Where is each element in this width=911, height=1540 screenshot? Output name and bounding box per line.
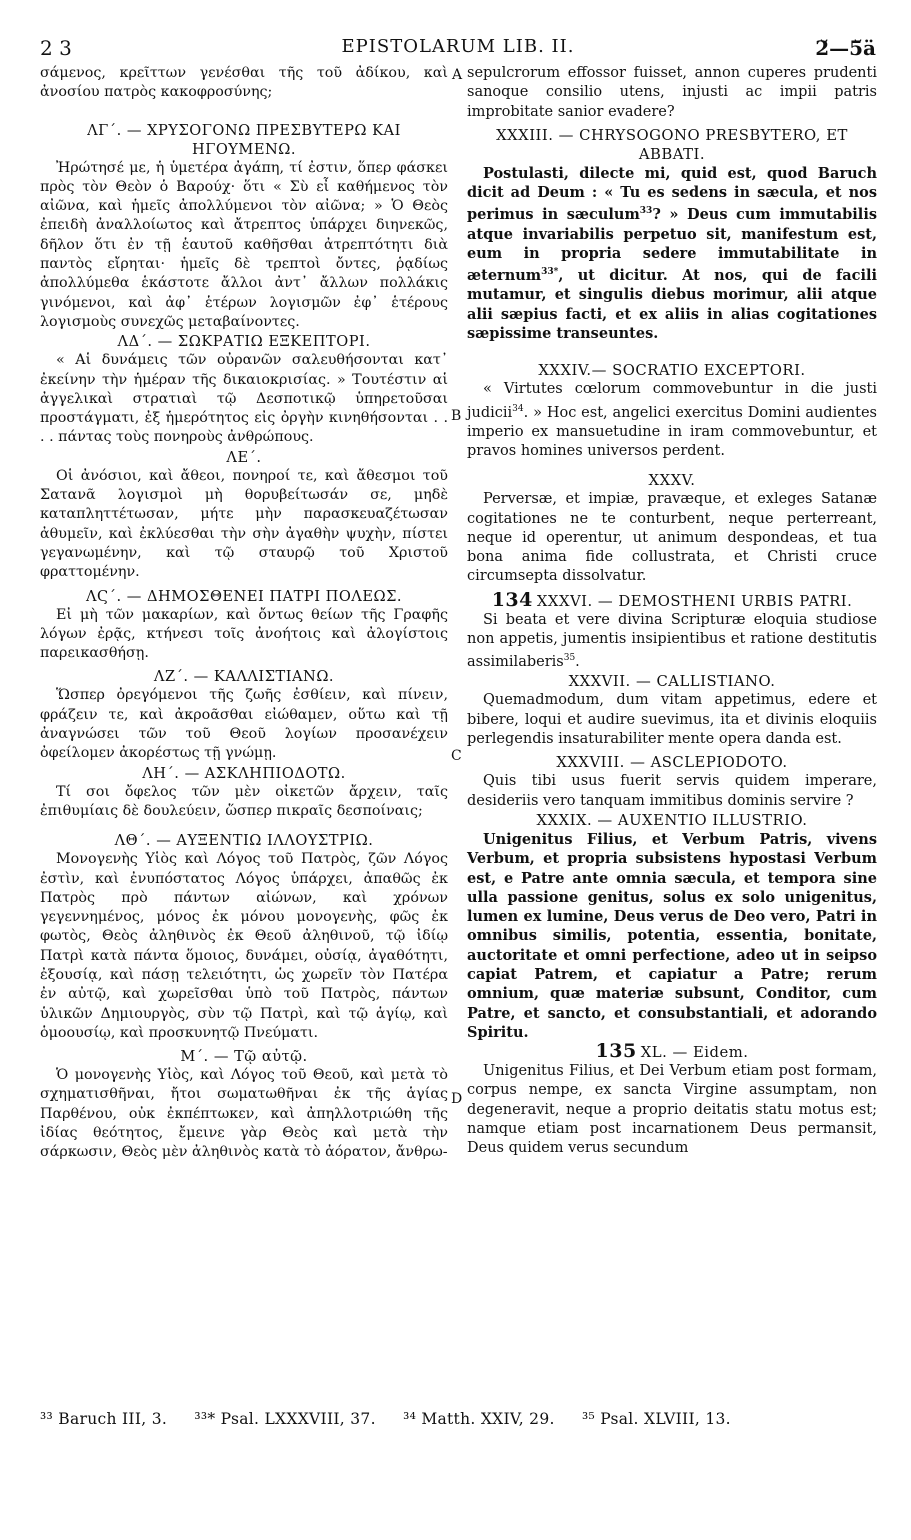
- latin-heading-36: 134 XXXVI. — DEMOSTHENI URBIS PATRI.: [491, 588, 853, 611]
- latin-heading-40: 135 XL. — Eidem.: [595, 1040, 749, 1063]
- latin-letter-39: Unigenitus Filius, et Verbum Patris, vivens Verbum, et propria subsistens hypostasi Verbum est, e Patre ante omnia sæcula, et tempora sine ulla passione genitus, solus ex solo unigenitus, lumen ex lumine, Deus verus de Deo vero, Patri in omnibus similis, potentia, essentia, bonitate, auctoritate et omni perfectione, adeo ut in seipso capiat Patrem, et capiatur a Patre; rerum omnium, quæ materiæ subsunt, Conditor, cum Patre, et sancto, et consubstantiali, et adorando Spiritu.: [467, 830, 877, 1041]
- margin-letter-d: D: [451, 1091, 463, 1107]
- greek-heading-39: ΛΘ΄. — ΑΥΞΕΝΤΙΩ ΙΛΛΟΥΣΤΡΙΩ.: [114, 832, 374, 850]
- latin-letter-34: « Virtutes cœlorum commovebuntur in die justi judicii$^{34}$. » Hoc est, angelici exercitus Domini audientes imperio ex mansuetudine in iram commovebuntur, et pravos homines universos perdent.: [467, 381, 877, 459]
- greek-heading-37: ΛΖ΄. — ΚΑΛΛΙΣΤΙΑΝΩ.: [153, 668, 335, 686]
- running-header: [40, 36, 876, 62]
- latin-heading-33: XXXIII. — CHRYSOGONO PRESBYTERO, ET ABBATI.: [496, 126, 848, 163]
- greek-letter-33: Ἠρώτησέ με, ἡ ὑμετέρα ἀγάπη, τί ἐστιν, ὅπερ φάσκει πρὸς τὸν Θεὸν ὁ Βαρούχ· ὅτι « Σὺ εἶ καθήμενος τὸν αἰῶνα, καὶ ἡμεῖς ἀπολλύμενοι τὸν αἰῶνα; » Ὁ Θεὸς ἐπειδὴ ἀναλλοίωτος καὶ ἄτρεπτος ὑπάρχει διηνεκῶς, δῆλον ὅτι ἐν τῇ ἑαυτοῦ καθῆσθαι ἀτρεπτότητι διὰ παντὸς εἴρηται· ἡμεῖς δὲ τρεπτοὶ ὄντες, ῥᾳδίως ἀπολλύμεθα ἑκάστοτε ἄλλοι ἀντ᾽ ἄλλων πολλάκις γινόμενοι, καὶ ἀφ᾽ ἑτέρων λογισμῶν ἐφ᾽ ἑτέρους λογισμοὺς συνεχῶς μεταβαίνοντες.: [40, 159, 448, 330]
- greek-heading-33: ΛΓ΄. — ΧΡΥΣΟΓΟΝΩ ΠΡΕΣΒΥΤΕΡΩ ΚΑΙ ΗΓΟΥΜΕΝΩ.: [87, 121, 401, 158]
- greek-heading-34: ΛΔ΄. — ΣΩΚΡΑΤΙΩ ΕΞΚΕΠΤΟΡΙ.: [117, 333, 371, 351]
- footnote: ³⁴ Matth. XXIV, 29.: [403, 1410, 555, 1428]
- footnote: ³³* Psal. LXXXVIII, 37.: [194, 1410, 376, 1428]
- left-page-number: 2 3: [40, 36, 72, 60]
- latin-letter-40: Unigenitus Filius, et Dei Verbum etiam post formam, corpus nempe, ex sancta Virgine assumptam, non degeneravit, neque a proprio deitatis statu motus est; namque etiam post incarnationem Deus permansit, Deus quidem verus secundum: [467, 1063, 877, 1157]
- latin-heading-34: XXXIV.— SOCRATIO EXCEPTORI.: [538, 362, 806, 380]
- greek-heading-40: Μ΄. — Τῷ αὐτῷ.: [180, 1048, 308, 1066]
- latin-intro: sepulcrorum effossor fuisset, annon cuperes prudenti sanoque consilio utens, injusti ac impii patris improbitate sanior evadere?: [467, 65, 877, 120]
- margin-letter-a: A: [452, 67, 463, 83]
- column-number-135: 135: [595, 1040, 637, 1063]
- greek-letter-40: Ὁ μονογενὴς Υἱὸς, καὶ Λόγος τοῦ Θεοῦ, καὶ μετὰ τὸ σχηματισθῆναι, ἤτοι σωματωθῆναι ἐκ τῆς ἁγίας Παρθένου, οὐκ ἐκπέπτωκεν, καὶ ἀπηλλοτριώθη τῆς ἰδίας θεότητος, ἔμεινε γὰρ Θεὸς καὶ μετὰ τὴν σάρκωσιν, Θεὸς μὲν ἀληθινὸς κατὰ τὸ ἀόρατον, ἄνθρω-: [40, 1067, 448, 1161]
- right-page-number: 2̆—5̆ä: [815, 36, 876, 60]
- latin-heading-39: XXXIX. — AUXENTIO ILLUSTRIO.: [536, 811, 808, 829]
- latin-heading-35: XXXV.: [648, 472, 696, 490]
- latin-letter-33: Postulasti, dilecte mi, quid est, quod Baruch dicit ad Deum : « Tu es sedens in sæcula, et nos perimus in sæculum$^{33}$? » Deus cum immutabilis atque invariabilis perpetuo sit, manifestum est, eum in propria sedere immutabilitate in æternum$^{33*}$, ut dicitur. At nos, qui de facili mutamur, et singulis diebus morimur, alii atque alii sæpius facti, et ex aliis in alias cogitationes sæpissime transeuntes.: [467, 164, 877, 342]
- greek-letter-34: « Αἱ δυνάμεις τῶν οὐρανῶν σαλευθήσονται κατ᾽ ἐκείνην τὴν ἡμέραν τῆς δικαιοκρισίας. » Τουτέστιν αἱ ἀγγελικαὶ στρατιαὶ τῷ Δεσποτικῷ ὑπηρετοῦσαι προστάγματι, ἐξ ἡμερότητος εἰς ὀργὴν κινηθήσονται . . . . πάντας τοὺς πονηροὺς ἀνθρώπους.: [40, 352, 448, 446]
- greek-letter-37: Ὥσπερ ὀρεγόμενοι τῆς ζωῆς ἐσθίειν, καὶ πίνειν, φράζειν τε, καὶ ἀκροᾶσθαι εἰώθαμεν, οὕτω καὶ τῇ ἀναγνώσει τῶν τοῦ Θεοῦ λογίων προσανέχειν ὀφείλομεν ἀκορέστως τῇ γνώμῃ.: [40, 687, 448, 762]
- column-number-134: 134: [491, 588, 533, 611]
- latin-letter-35: Perversæ, et impiæ, pravæque, et exleges Satanæ cogitationes ne te conturbent, neque perterreant, neque id operentur, ut animum despondeas, et tua bona anima fide collustrata, et Christi cruce circumsepta dissolvatur.: [467, 491, 877, 585]
- running-title: EPISTOLARUM LIB. II.: [341, 36, 575, 57]
- greek-intro: σάμενος, κρεῖττων γενέσθαι τῆς τοῦ ἀδίκου, καὶ ἀνοσίου πατρὸς κακοφροσύνης;: [40, 65, 448, 101]
- latin-column: [467, 64, 877, 1159]
- latin-letter-37: Quemadmodum, dum vitam appetimus, edere et bibere, loqui et audire suevimus, ita et divinis eloquiis perlegendis insaturabiliter mente opera danda est.: [467, 692, 877, 748]
- greek-letter-38: Τί σοι ὄφελος τῶν μὲν οἰκετῶν ἄρχειν, ταῖς ἐπιθυμίαις δὲ δουλεύειν, ὥσπερ πικραῖς δεσποίναις;: [40, 783, 448, 819]
- footnote: ³³ Baruch III, 3.: [40, 1410, 168, 1428]
- latin-heading-37: XXXVII. — CALLISTIANO.: [568, 673, 776, 691]
- latin-letter-36: Si beata et vere divina Scripturæ eloquia studiose non appetis, jumentis insipientibus et ratione destitutis assimilaberis$^{35}$.: [467, 611, 877, 671]
- margin-letter-c: C: [451, 748, 462, 764]
- greek-heading-36: ΛϚ΄. — ΔΗΜΟΣΘΕΝΕΙ ΠΑΤΡΙ ΠΟΛΕΩΣ.: [85, 587, 403, 605]
- greek-heading-38: ΛΗ΄. — ΑΣΚΛΗΠΙΟΔΟΤΩ.: [142, 764, 346, 782]
- latin-heading-38: XXXVIII. — ASCLEPIODOTO.: [556, 754, 788, 772]
- greek-letter-39: Μονογενὴς Υἱὸς καὶ Λόγος τοῦ Πατρὸς, ζῶν Λόγος ἐστὶν, καὶ ἐνυπόστατος Λόγος ὑπάρχει, ἀπαθῶς ἐκ Πατρὸς πρὸ πάντων αἰώνων, καὶ χρόνων γεγεννημένος, μόνος ἐκ μόνου μονογενὴς, φῶς ἐκ φωτὸς, Θεὸς ἀληθινὸς ἐκ Θεοῦ ἀληθινοῦ, τῷ ἰδίῳ Πατρὶ κατὰ πάντα ὅμοιος, δυνάμει, οὐσίᾳ, ἀγαθότητι, ἐξουσίᾳ, καὶ πάσῃ τελειότητι, ὡς χωρεῖν τὸν Πατέρα ἐν αὐτῷ, καὶ χωρεῖσθαι ὑπὸ τοῦ Πατρὸς, πάντων ὑλικῶν Δημιουργὸς, σὺν τῷ Πατρὶ, καὶ τῷ ἁγίῳ, καὶ ὁμοουσίῳ, καὶ προσκυνητῷ Πνεύματι.: [40, 851, 448, 1041]
- footnote: ³⁵ Psal. XLVIII, 13.: [581, 1410, 731, 1428]
- latin-letter-38: Quis tibi usus fuerit servis quidem imperare, desideriis vero tanquam immitibus dominis servire ?: [467, 773, 877, 809]
- greek-letter-36: Εἰ μὴ τῶν μακαρίων, καὶ ὄντως θείων τῆς Γραφῆς λόγων ἐρᾷς, κτήνεσι τοῖς ἀνοήτοις καὶ ἀλογίστοις παρεικασθήσῃ.: [40, 606, 448, 662]
- greek-heading-35: ΛΕ΄.: [226, 448, 262, 466]
- footnotes: [40, 1410, 876, 1428]
- margin-letter-b: B: [451, 408, 462, 424]
- greek-column: [40, 64, 448, 1163]
- greek-letter-35: Οἱ ἀνόσιοι, καὶ ἄθεοι, πονηροί τε, καὶ ἄθεσμοι τοῦ Σατανᾶ λογισμοὶ μὴ θορυβείτωσάν σε, μηδὲ καταπληττέτωσαν, μήτε μὴν παρασκευαζέτωσαν ἀθυμεῖν, καὶ ἐκλύεσθαι τὴν σὴν ἀγαθὴν ψυχὴν, πίστει γεγανωμένην, καὶ τῷ σταυρῷ τοῦ Χριστοῦ φραττομένην.: [40, 467, 448, 581]
